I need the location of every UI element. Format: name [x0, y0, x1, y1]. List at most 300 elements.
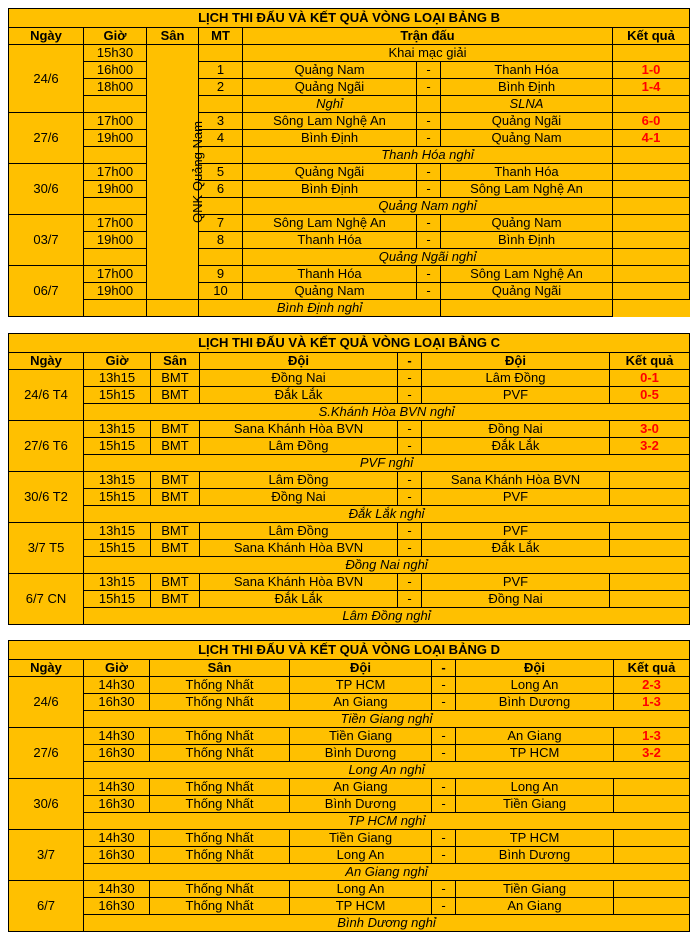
table-row: [9, 45, 690, 62]
rest-row: [9, 300, 690, 317]
separator-cell: -: [417, 79, 441, 96]
home-team-cell: Bình Định: [243, 130, 417, 147]
time-cell: 15h15: [84, 387, 151, 404]
result-cell: [613, 147, 690, 164]
home-team-cell: Sana Khánh Hòa BVN: [200, 421, 398, 438]
table-row: [9, 370, 690, 387]
table-row: [9, 387, 690, 404]
time-cell: 19h00: [84, 130, 147, 147]
away-team-cell: PVF: [422, 574, 610, 591]
date-cell: 03/7: [9, 215, 84, 266]
rest-note: TP HCM nghỉ: [84, 813, 690, 830]
home-team-cell: Đồng Nai: [200, 370, 398, 387]
away-team-cell: Sông Lam Nghệ An: [441, 266, 613, 283]
away-team-cell: Bình Dương: [456, 847, 614, 864]
time-cell: 15h15: [84, 489, 151, 506]
separator-cell: -: [417, 283, 441, 300]
col-date-header: Ngày: [9, 28, 84, 45]
home-team-cell: Lâm Đồng: [200, 438, 398, 455]
venue-cell: BMT: [151, 540, 200, 557]
separator-cell: -: [398, 523, 422, 540]
time-cell: [84, 300, 147, 317]
home-team-cell: Quảng Nam: [243, 62, 417, 79]
date-cell: 24/6 T4: [9, 370, 84, 421]
result-cell: 2-3: [614, 677, 690, 694]
col-result-header: Kết quả: [614, 660, 690, 677]
separator-cell: -: [417, 232, 441, 249]
time-cell: 14h30: [84, 830, 150, 847]
away-team-cell: An Giang: [456, 728, 614, 745]
date-cell: 6/7: [9, 881, 84, 932]
table-row: [9, 796, 690, 813]
rest-note: Bình Định nghỉ: [199, 300, 441, 317]
table-row: [9, 489, 690, 506]
away-team-cell: Sông Lam Nghệ An: [441, 181, 613, 198]
match-no-cell: 6: [199, 181, 243, 198]
time-cell: 17h00: [84, 215, 147, 232]
rest-row: [9, 96, 690, 113]
date-cell: 30/6: [9, 779, 84, 830]
result-cell: [610, 591, 690, 608]
group-b-table: [8, 8, 690, 317]
rest-note: Long An nghỉ: [84, 762, 690, 779]
time-cell: 17h00: [84, 113, 147, 130]
home-team-cell: Bình Dương: [290, 745, 432, 762]
result-cell: [613, 181, 690, 198]
col-team2-header: Đội: [456, 660, 614, 677]
home-team-cell: Tiền Giang: [290, 728, 432, 745]
separator-cell: -: [417, 266, 441, 283]
col-result-header: Kết quả: [613, 28, 690, 45]
group-c-table: [8, 333, 690, 625]
venue-cell: Thống Nhất: [150, 796, 290, 813]
match-no-cell: 7: [199, 215, 243, 232]
table-row: [9, 62, 690, 79]
table-row: [9, 830, 690, 847]
separator-cell: -: [417, 130, 441, 147]
venue-cell: Thống Nhất: [150, 677, 290, 694]
table-row: [9, 745, 690, 762]
separator-cell: -: [417, 62, 441, 79]
rest-row: [9, 249, 690, 266]
result-cell: [613, 266, 690, 283]
result-cell: 4-1: [613, 130, 690, 147]
time-cell: 13h15: [84, 574, 151, 591]
table-row: [9, 779, 690, 796]
date-cell: 6/7 CN: [9, 574, 84, 625]
result-cell: 0-1: [610, 370, 690, 387]
rest-note: Đắk Lắk nghỉ: [84, 506, 690, 523]
table-row: [9, 881, 690, 898]
col-venue-header: Sân: [147, 28, 199, 45]
away-team-cell: Quảng Nam: [441, 130, 613, 147]
result-cell: [613, 96, 690, 113]
home-team-cell: An Giang: [290, 779, 432, 796]
table-row: [9, 232, 690, 249]
rest-team-cell: SLNA: [441, 96, 613, 113]
col-match-no-header: MT: [199, 28, 243, 45]
col-time-header: Giờ: [84, 353, 151, 370]
date-cell: 24/6: [9, 45, 84, 113]
match-no-cell: 4: [199, 130, 243, 147]
away-team-cell: Bình Định: [441, 232, 613, 249]
away-team-cell: Quảng Ngãi: [441, 283, 613, 300]
date-cell: 3/7: [9, 830, 84, 881]
col-result-header: Kết quả: [610, 353, 690, 370]
venue-cell: Thống Nhất: [150, 779, 290, 796]
time-cell: 14h30: [84, 728, 150, 745]
result-cell: 1-3: [614, 694, 690, 711]
home-team-cell: Lâm Đồng: [200, 472, 398, 489]
away-team-cell: TP HCM: [456, 830, 614, 847]
match-no-cell: 9: [199, 266, 243, 283]
home-team-cell: Sông Lam Nghệ An: [243, 113, 417, 130]
date-cell: 3/7 T5: [9, 523, 84, 574]
table-row: [9, 421, 690, 438]
col-sep-header: -: [398, 353, 422, 370]
away-team-cell: Bình Định: [441, 79, 613, 96]
venue-cell: Thống Nhất: [150, 830, 290, 847]
away-team-cell: PVF: [422, 489, 610, 506]
time-cell: 17h00: [84, 164, 147, 181]
col-match-header: Trận đấu: [243, 28, 613, 45]
venue-cell: BMT: [151, 438, 200, 455]
separator-cell: -: [417, 113, 441, 130]
table-row: [9, 215, 690, 232]
away-team-cell: Đồng Nai: [422, 591, 610, 608]
away-team-cell: Tiền Giang: [456, 881, 614, 898]
separator-cell: -: [398, 438, 422, 455]
rest-note: Quảng Ngãi nghỉ: [243, 249, 613, 266]
result-cell: [613, 283, 690, 300]
separator-cell: -: [432, 830, 456, 847]
time-cell: [84, 147, 147, 164]
away-team-cell: Thanh Hóa: [441, 62, 613, 79]
table-row: [9, 472, 690, 489]
group-b-header-row: [9, 28, 690, 45]
home-team-cell: Long An: [290, 881, 432, 898]
separator-cell: -: [432, 677, 456, 694]
result-cell: 3-2: [614, 745, 690, 762]
result-cell: [613, 198, 690, 215]
separator-cell: -: [432, 745, 456, 762]
group-d-table: [8, 640, 690, 932]
rest-row: [9, 404, 690, 421]
separator-cell: -: [417, 164, 441, 181]
time-cell: 14h30: [84, 779, 150, 796]
result-cell: [613, 215, 690, 232]
rest-note: Bình Dương nghỉ: [84, 915, 690, 932]
away-team-cell: Bình Dương: [456, 694, 614, 711]
rest-row: [9, 608, 690, 625]
time-cell: 17h00: [84, 266, 147, 283]
rest-row: [9, 864, 690, 881]
date-cell: 24/6: [9, 677, 84, 728]
venue-cell: Thống Nhất: [150, 745, 290, 762]
away-team-cell: Đồng Nai: [422, 421, 610, 438]
rest-row: [9, 711, 690, 728]
result-cell: 1-0: [613, 62, 690, 79]
table-row: [9, 79, 690, 96]
table-row: [9, 898, 690, 915]
opening-cell: Khai mạc giải: [243, 45, 613, 62]
table-row: [9, 130, 690, 147]
home-team-cell: Quảng Nam: [243, 283, 417, 300]
separator-cell: -: [398, 387, 422, 404]
time-cell: 16h30: [84, 694, 150, 711]
venue-cell: Thống Nhất: [150, 847, 290, 864]
result-cell: 3-0: [610, 421, 690, 438]
home-team-cell: Quảng Ngãi: [243, 164, 417, 181]
table-row: [9, 266, 690, 283]
group-d-header-row: [9, 660, 690, 677]
col-time-header: Giờ: [84, 660, 150, 677]
home-team-cell: TP HCM: [290, 677, 432, 694]
col-sep-header: -: [432, 660, 456, 677]
result-cell: [613, 232, 690, 249]
rest-label-cell: Nghỉ: [243, 96, 417, 113]
result-cell: [441, 300, 613, 317]
home-team-cell: Bình Dương: [290, 796, 432, 813]
separator-cell: -: [398, 489, 422, 506]
rest-row: [9, 762, 690, 779]
venue-cell: BMT: [151, 472, 200, 489]
date-cell: 27/6: [9, 728, 84, 779]
result-cell: [610, 489, 690, 506]
table-row: [9, 847, 690, 864]
result-cell: [614, 779, 690, 796]
rest-row: [9, 813, 690, 830]
time-cell: 13h15: [84, 370, 151, 387]
venue-cell: BMT: [151, 387, 200, 404]
result-cell: [613, 164, 690, 181]
rest-note: Quảng Nam nghỉ: [243, 198, 613, 215]
result-cell: [614, 881, 690, 898]
venue-cell: [147, 45, 205, 300]
home-team-cell: An Giang: [290, 694, 432, 711]
result-cell: [613, 249, 690, 266]
match-no-cell: 10: [199, 283, 243, 300]
separator-cell: -: [417, 181, 441, 198]
rest-note: Đồng Nai nghỉ: [84, 557, 690, 574]
result-cell: [614, 898, 690, 915]
time-cell: 14h30: [84, 677, 150, 694]
home-team-cell: Long An: [290, 847, 432, 864]
time-cell: 14h30: [84, 881, 150, 898]
match-no-cell: 3: [199, 113, 243, 130]
result-cell: 0-5: [610, 387, 690, 404]
col-venue-header: Sân: [151, 353, 200, 370]
table-row: [9, 283, 690, 300]
venue-cell: BMT: [151, 370, 200, 387]
away-team-cell: Thanh Hóa: [441, 164, 613, 181]
home-team-cell: Sana Khánh Hòa BVN: [200, 540, 398, 557]
separator-cell: -: [398, 421, 422, 438]
away-team-cell: Quảng Ngãi: [441, 113, 613, 130]
separator-cell: -: [398, 370, 422, 387]
home-team-cell: Thanh Hóa: [243, 232, 417, 249]
time-cell: 19h00: [84, 283, 147, 300]
result-cell: [610, 523, 690, 540]
time-cell: 16h30: [84, 847, 150, 864]
separator-cell: -: [432, 881, 456, 898]
rest-note: An Giang nghỉ: [84, 864, 690, 881]
match-no-cell: [199, 96, 243, 113]
rest-note: Tiền Giang nghỉ: [84, 711, 690, 728]
separator-cell: -: [432, 847, 456, 864]
separator-cell: -: [432, 898, 456, 915]
result-cell: [613, 45, 690, 62]
venue-cell: BMT: [151, 574, 200, 591]
table-row: [9, 591, 690, 608]
group-b-title: LỊCH THI ĐẤU VÀ KẾT QUẢ VÒNG LOẠI BẢNG B: [9, 9, 690, 28]
rest-row: [9, 147, 690, 164]
away-team-cell: Long An: [456, 779, 614, 796]
away-team-cell: Long An: [456, 677, 614, 694]
match-no-cell: 5: [199, 164, 243, 181]
venue-cell: BMT: [151, 489, 200, 506]
match-no-cell: 1: [199, 62, 243, 79]
home-team-cell: TP HCM: [290, 898, 432, 915]
group-c-title: LỊCH THI ĐẤU VÀ KẾT QUẢ VÒNG LOẠI BẢNG C: [9, 334, 690, 353]
rest-row: [9, 915, 690, 932]
home-team-cell: Sana Khánh Hòa BVN: [200, 574, 398, 591]
away-team-cell: PVF: [422, 523, 610, 540]
separator-cell: -: [398, 574, 422, 591]
separator-cell: -: [398, 591, 422, 608]
rest-row: [9, 455, 690, 472]
result-cell: [610, 574, 690, 591]
result-cell: [614, 796, 690, 813]
rest-note: PVF nghỉ: [84, 455, 690, 472]
date-cell: 30/6: [9, 164, 84, 215]
table-row: [9, 523, 690, 540]
col-venue-header: Sân: [150, 660, 290, 677]
date-cell: 27/6 T6: [9, 421, 84, 472]
home-team-cell: Đắk Lắk: [200, 387, 398, 404]
venue-cell: BMT: [151, 421, 200, 438]
table-row: [9, 181, 690, 198]
group-c-header-row: [9, 353, 690, 370]
col-team1-header: Đội: [290, 660, 432, 677]
away-team-cell: Quảng Nam: [441, 215, 613, 232]
away-team-cell: An Giang: [456, 898, 614, 915]
time-cell: 15h15: [84, 438, 151, 455]
table-row: [9, 164, 690, 181]
group-d-title: LỊCH THI ĐẤU VÀ KẾT QUẢ VÒNG LOẠI BẢNG D: [9, 641, 690, 660]
table-row: [9, 728, 690, 745]
separator-cell: -: [398, 472, 422, 489]
home-team-cell: Đồng Nai: [200, 489, 398, 506]
separator-cell: -: [432, 728, 456, 745]
time-cell: 16h00: [84, 62, 147, 79]
away-team-cell: Đắk Lắk: [422, 540, 610, 557]
venue-cell: Thống Nhất: [150, 881, 290, 898]
time-cell: 16h30: [84, 796, 150, 813]
separator-cell: -: [432, 694, 456, 711]
home-team-cell: Tiền Giang: [290, 830, 432, 847]
home-team-cell: Lâm Đồng: [200, 523, 398, 540]
table-row: [9, 113, 690, 130]
time-cell: [84, 249, 147, 266]
separator-cell: -: [432, 796, 456, 813]
venue-cell: Thống Nhất: [150, 728, 290, 745]
date-cell: 30/6 T2: [9, 472, 84, 523]
match-no-cell: [199, 249, 243, 266]
result-cell: [610, 472, 690, 489]
col-team2-header: Đội: [422, 353, 610, 370]
result-cell: 1-3: [614, 728, 690, 745]
time-cell: 16h30: [84, 898, 150, 915]
away-team-cell: Đắk Lắk: [422, 438, 610, 455]
venue-cell: Thống Nhất: [150, 694, 290, 711]
rest-note: S.Khánh Hòa BVN nghỉ: [84, 404, 690, 421]
venue-cell: BMT: [151, 591, 200, 608]
result-cell: [614, 847, 690, 864]
away-team-cell: PVF: [422, 387, 610, 404]
time-cell: 15h30: [84, 45, 147, 62]
time-cell: 18h00: [84, 79, 147, 96]
col-date-header: Ngày: [9, 660, 84, 677]
table-row: [9, 438, 690, 455]
venue-cell: Thống Nhất: [150, 898, 290, 915]
home-team-cell: Thanh Hóa: [243, 266, 417, 283]
date-cell: 27/6: [9, 113, 84, 164]
home-team-cell: Đắk Lắk: [200, 591, 398, 608]
home-team-cell: Quảng Ngãi: [243, 79, 417, 96]
time-cell: 13h15: [84, 421, 151, 438]
result-cell: [610, 540, 690, 557]
col-time-header: Giờ: [84, 28, 147, 45]
separator-cell: -: [398, 540, 422, 557]
col-date-header: Ngày: [9, 353, 84, 370]
result-cell: 3-2: [610, 438, 690, 455]
rest-row: [9, 506, 690, 523]
result-cell: 1-4: [613, 79, 690, 96]
rest-note: Thanh Hóa nghỉ: [243, 147, 613, 164]
result-cell: [614, 830, 690, 847]
table-row: [9, 694, 690, 711]
time-cell: [84, 96, 147, 113]
away-team-cell: Tiền Giang: [456, 796, 614, 813]
time-cell: 13h15: [84, 523, 151, 540]
match-no-cell: [147, 300, 199, 317]
rest-row: [9, 198, 690, 215]
venue-cell: BMT: [151, 523, 200, 540]
away-team-cell: Sana Khánh Hòa BVN: [422, 472, 610, 489]
table-row: [9, 574, 690, 591]
time-cell: 19h00: [84, 232, 147, 249]
separator-cell: [417, 96, 441, 113]
time-cell: [84, 198, 147, 215]
match-no-cell: [199, 45, 243, 62]
home-team-cell: Bình Định: [243, 181, 417, 198]
result-cell: 6-0: [613, 113, 690, 130]
rest-row: [9, 557, 690, 574]
time-cell: 19h00: [84, 181, 147, 198]
match-no-cell: 2: [199, 79, 243, 96]
match-no-cell: 8: [199, 232, 243, 249]
table-row: [9, 540, 690, 557]
time-cell: 13h15: [84, 472, 151, 489]
venue-label: QNK Quảng Nam: [189, 121, 205, 223]
away-team-cell: Lâm Đồng: [422, 370, 610, 387]
time-cell: 15h15: [84, 540, 151, 557]
table-row: [9, 677, 690, 694]
separator-cell: -: [432, 779, 456, 796]
rest-note: Lâm Đồng nghỉ: [84, 608, 690, 625]
home-team-cell: Sông Lam Nghệ An: [243, 215, 417, 232]
